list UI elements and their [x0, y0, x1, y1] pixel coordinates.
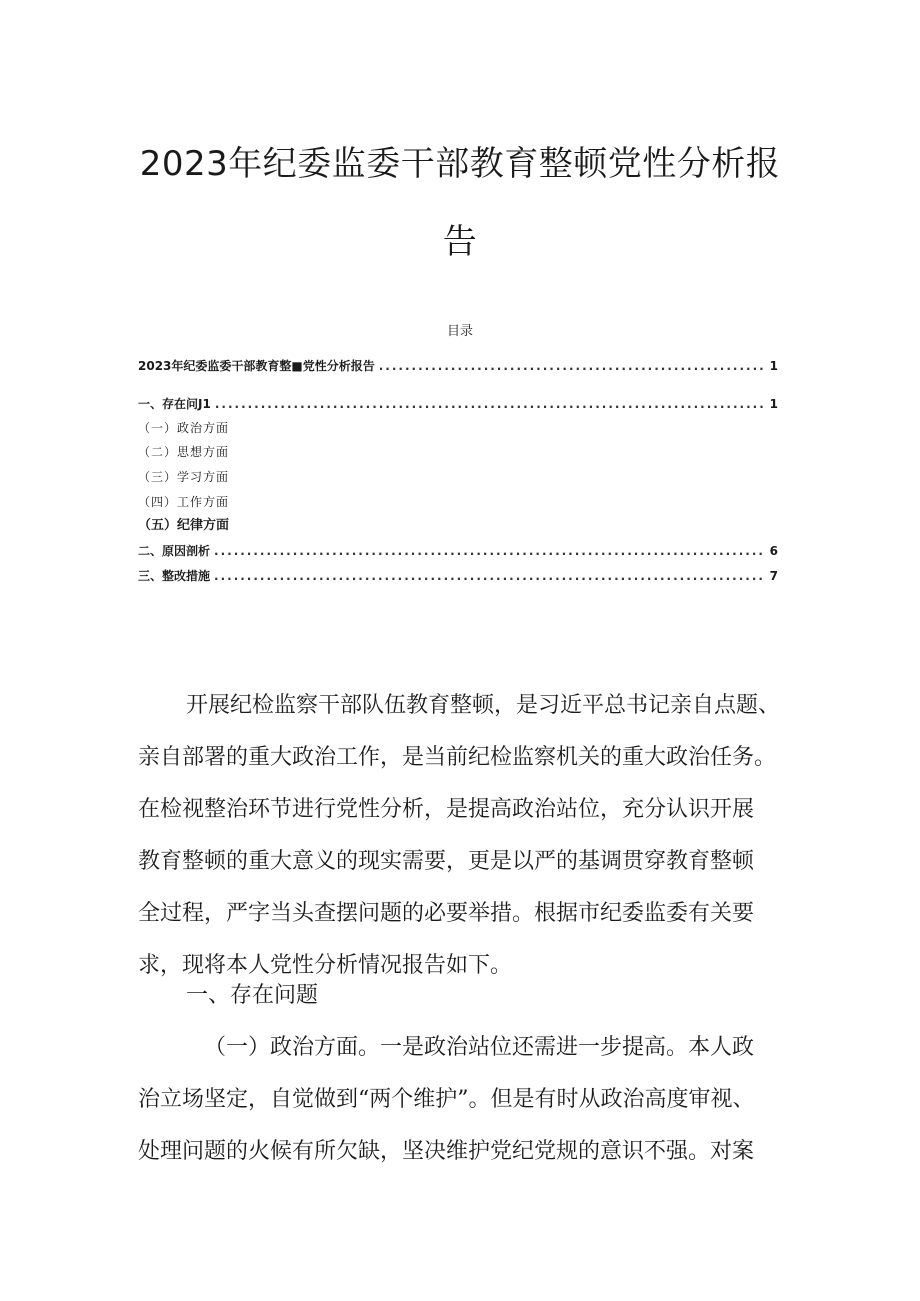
toc-leader-dots — [214, 543, 766, 559]
toc-subentry[interactable] — [138, 494, 778, 510]
toc-entry-label: 二、原因剖析 — [138, 544, 211, 558]
toc-heading: 目录 — [446, 324, 473, 339]
section-heading: 一、存在问题 — [186, 983, 319, 1008]
toc-subentry[interactable] — [138, 444, 778, 460]
toc-entry[interactable] — [138, 568, 778, 584]
toc-entry-label: （五）纪律方面 — [138, 518, 230, 533]
toc-entry-label: （二）思想方面 — [138, 445, 230, 459]
paragraph-line: 在检视整治环节进行党性分析，是提高政治站位，充分认识开展 — [138, 797, 755, 822]
toc-leader-dots — [215, 396, 766, 412]
toc-entry-page: 1 — [769, 359, 778, 373]
toc-entry-label: （三）学习方面 — [138, 470, 230, 484]
toc-entry[interactable] — [138, 396, 778, 412]
intro-paragraph — [138, 680, 786, 992]
paragraph-line: 处理问题的火候有所欠缺，坚决维护党纪党规的意识不强。对案 — [138, 1139, 755, 1164]
toc-entry[interactable] — [138, 543, 778, 559]
toc-entry-label: （四）工作方面 — [138, 495, 230, 509]
paragraph-line: 求，现将本人党性分析情况报告如下。 — [138, 953, 513, 978]
paragraph-line: 开展纪检监察干部队伍教育整顿，是习近平总书记亲自点题、 — [186, 693, 781, 718]
paragraph-line: 全过程，严字当头查摆问题的必要举措。根据市纪委监委有关要 — [138, 901, 755, 926]
paragraph-line: 治立场坚定，自觉做到“两个维护”。但是有时从政治高度审视、 — [138, 1087, 755, 1112]
toc-leader-dots — [214, 568, 766, 584]
toc-entry-page: 7 — [769, 569, 778, 583]
paragraph-line: （一）政治方面。一是政治站位还需进一步提高。本人政 — [204, 1035, 755, 1060]
toc-entry-page: 6 — [769, 544, 778, 558]
toc-entry-label: 2023年纪委监委干部教育整■党性分析报告 — [138, 359, 375, 373]
toc-entry-page: 1 — [769, 397, 778, 411]
document-title: 2023年纪委监委干部教育整顿党性分析报 — [139, 144, 781, 184]
toc-entry-label: （一）政治方面 — [138, 421, 230, 435]
toc-entry-label: 一、存在问J1 — [138, 397, 211, 411]
toc-entry-label: 三、整改措施 — [138, 569, 211, 583]
toc-subentry[interactable] — [138, 469, 778, 485]
toc-subentry[interactable] — [138, 518, 778, 534]
toc-subentry[interactable] — [138, 420, 778, 436]
toc-entry[interactable] — [138, 358, 778, 374]
document-title-continued: 告 — [442, 222, 478, 262]
paragraph-line: 教育整顿的重大意义的现实需要，更是以严的基调贯穿教育整顿 — [138, 849, 755, 874]
paragraph-line: 亲自部署的重大政治工作，是当前纪检监察机关的重大政治任务。 — [138, 745, 777, 770]
toc-leader-dots — [379, 358, 766, 374]
section1-paragraph — [138, 1022, 786, 1178]
